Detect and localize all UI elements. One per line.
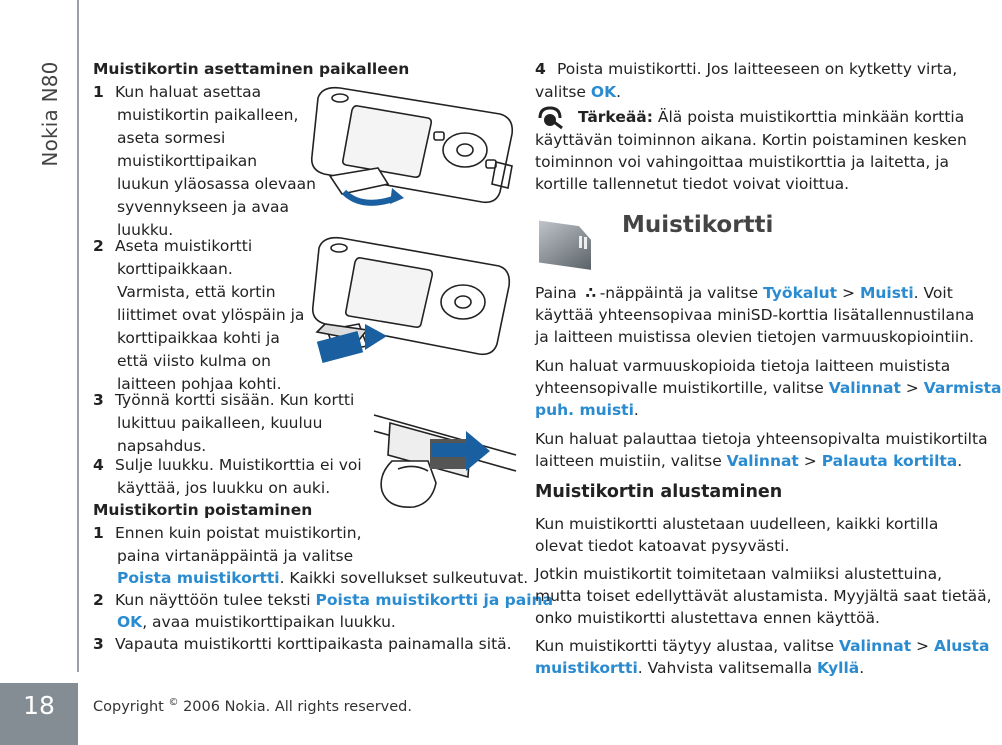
paragraph-line: olevat tiedot katoavat pysyvästi.: [535, 537, 790, 555]
format-heading: Muistikortin alustaminen: [535, 482, 783, 502]
step-line: muistikorttipaikan: [117, 152, 258, 170]
text: Paina: [535, 284, 582, 302]
menu-link-options: Valinnat: [838, 637, 912, 655]
step-line: luukun yläosassa olevaan: [117, 175, 316, 193]
text: .: [633, 401, 639, 419]
text: .: [859, 659, 865, 677]
menu-link-remove-card: Poista muistikortti: [117, 569, 280, 587]
step-line: napsahdus.: [117, 437, 207, 455]
text: Kun muistikortti täytyy alustaa, valitse: [535, 637, 839, 655]
important-label: Tärkeää:: [578, 108, 653, 126]
remove-step-3: [93, 633, 512, 656]
step-line: korttipaikkaa kohti ja: [117, 329, 280, 347]
copyright-footer: [93, 697, 412, 715]
page-number: 18: [23, 691, 55, 720]
step-line: käyttää, jos luukku on auki.: [117, 479, 331, 497]
insert-step-3: [93, 389, 354, 412]
paragraph-line: Kun haluat palauttaa tietoja yhteensopivalta muistikortilta: [535, 430, 988, 448]
step-number: 4: [93, 456, 104, 474]
step-number: 3: [93, 635, 104, 653]
step-line: paina virtanäppäintä ja valitse: [117, 547, 354, 565]
step-line: että viisto kulma on: [117, 352, 271, 370]
confirm-yes-link: Kyllä: [817, 659, 860, 677]
important-text: Älä poista muistikorttia minkään korttia: [652, 108, 965, 126]
step-text: Poista muistikortti. Jos laitteeseen on kytketty virta,: [557, 60, 958, 78]
step-number: 3: [93, 391, 104, 409]
remove-step-2: [93, 589, 553, 612]
important-icon: [536, 104, 566, 130]
paragraph-line: ja laitteen muistissa olevien tietojen varmuuskopiointiin.: [535, 328, 974, 346]
step-line: [117, 567, 528, 590]
menu-link-memory: Muisti: [859, 284, 914, 302]
remove-step-1: [93, 522, 362, 545]
paragraph-line: käyttää yhteensopivaa miniSD-korttia lisätallennustilana: [535, 306, 975, 324]
step-text: , avaa muistikorttipaikan luukku.: [142, 613, 396, 631]
step-text: Kun näyttöön tulee teksti: [115, 591, 316, 609]
step-text: .: [616, 83, 622, 101]
text: . Vahvista valitsemalla: [637, 659, 818, 677]
menu-link-restore: Palauta kortilta: [821, 452, 958, 470]
step-text: . Kaikki sovellukset sulkeutuvat.: [279, 569, 529, 587]
paragraph-line: mutta toiset edellyttävät alustamista. Myyjältä saat tietää,: [535, 587, 992, 605]
menu-link-tools: Työkalut: [763, 284, 838, 302]
step-text: Ennen kuin poistat muistikortin,: [115, 524, 362, 542]
paragraph-line: [535, 377, 1002, 400]
note-line: toiminnon voi vahingoittaa muistikorttia ja laitetta, ja: [535, 153, 949, 171]
separator: >: [798, 452, 822, 470]
paragraph-line: [535, 282, 953, 305]
sidebar-title: Nokia N80: [38, 61, 62, 167]
step-line: laitteen pohjaa kohti.: [117, 375, 282, 393]
menu-link-options: Valinnat: [726, 452, 799, 470]
step-line: luukku.: [117, 221, 174, 239]
step-line: [535, 81, 621, 104]
insert-heading: Muistikortin asettaminen paikalleen: [93, 60, 410, 78]
separator: >: [837, 284, 860, 302]
footer-text: Copyright: [93, 698, 169, 715]
separator: >: [911, 637, 934, 655]
step-text: Työnnä kortti sisään. Kun kortti: [115, 391, 355, 409]
step-line: [117, 611, 396, 634]
step-text: Vapauta muistikortti korttipaikasta painamalla sitä.: [115, 635, 512, 653]
insert-step-1: [93, 81, 261, 104]
separator: >: [900, 379, 924, 397]
note-line: käyttävän toiminnon aikana. Kortin poistaminen kesken: [535, 131, 967, 149]
step-line: Varmista, että kortin: [117, 283, 276, 301]
memory-card-heading: Muistikortti: [622, 212, 774, 238]
menu-link-format-card: muistikortti: [535, 659, 638, 677]
phone-card-insert-illustration: [305, 228, 515, 368]
step-line: muistikortin paikalleen,: [117, 106, 299, 124]
card-push-illustration: [370, 405, 520, 515]
copyright-symbol: ©: [168, 697, 179, 708]
step-line: liittimet ovat ylöspäin ja: [117, 306, 305, 324]
paragraph-line: [535, 450, 962, 473]
sidebar: [0, 0, 78, 745]
step-text: Aseta muistikortti: [115, 237, 253, 255]
menu-link-format: Alusta: [933, 637, 990, 655]
step-text: valitse: [535, 83, 591, 101]
note-line: kortille tallennetut tiedot voivat vioittua.: [535, 175, 850, 193]
insert-step-2: [93, 235, 252, 258]
paragraph-line: Kun haluat varmuuskopioida tietoja laitteen muistista: [535, 357, 951, 375]
paragraph-line: [535, 635, 989, 658]
memory-card-icon: [535, 218, 599, 266]
step-number: 4: [535, 60, 546, 78]
text: laitteen muistiin, valitse: [535, 452, 727, 470]
paragraph-line: Jotkin muistikortit toimitetaan valmiiksi alustettuina,: [535, 565, 943, 583]
step-text: Kun haluat asettaa: [115, 83, 262, 101]
step-line: lukittuu paikalleen, kuuluu: [117, 414, 323, 432]
step-number: 1: [93, 524, 104, 542]
text: yhteensopivalle muistikortille, valitse: [535, 379, 829, 397]
step-number: 1: [93, 83, 104, 101]
paragraph-line: [535, 657, 864, 680]
menu-link-options: Valinnat: [828, 379, 901, 397]
step-line: korttipaikkaan.: [117, 260, 233, 278]
footer-text: 2006 Nokia. All rights reserved.: [178, 698, 412, 715]
sidebar-divider: [77, 0, 79, 672]
step-line: syvennykseen ja avaa: [117, 198, 290, 216]
paragraph-line: onko muistikortti alustettava ennen käyttöä.: [535, 609, 880, 627]
insert-step-4: [93, 454, 362, 477]
phone-open-door-illustration: [300, 80, 520, 210]
step-number: 2: [93, 237, 104, 255]
menu-link-backup: Varmista: [923, 379, 1002, 397]
prompt-text-link: Poista muistikortti ja paina: [315, 591, 554, 609]
paragraph-line: Kun muistikortti alustetaan uudelleen, kaikki kortilla: [535, 515, 939, 533]
step-line: aseta sormesi: [117, 129, 226, 147]
menu-link-backup-memory: puh. muisti: [535, 401, 634, 419]
remove-step-4: [535, 58, 957, 81]
paragraph-line: [535, 399, 639, 422]
ok-link: OK: [590, 83, 617, 101]
text: -näppäintä ja valitse: [599, 284, 764, 302]
ok-link: OK: [117, 613, 143, 631]
text: . Voit: [913, 284, 953, 302]
remove-heading: Muistikortin poistaminen: [93, 501, 313, 519]
important-note: [578, 106, 964, 129]
step-text: Sulje luukku. Muistikorttia ei voi: [115, 456, 362, 474]
menu-key-icon: ∴: [585, 284, 597, 302]
step-number: 2: [93, 591, 104, 609]
text: .: [957, 452, 963, 470]
